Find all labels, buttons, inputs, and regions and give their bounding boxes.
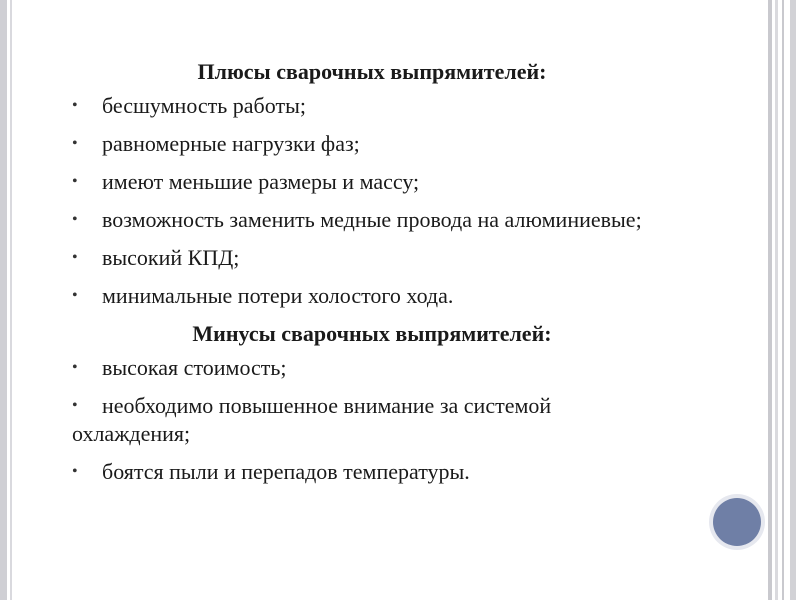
list-item-text: минимальные потери холостого хода. [102,283,454,308]
list-item [72,244,672,272]
list-item-text: высокий КПД; [102,245,240,270]
list-item [72,130,672,158]
list-item [72,282,672,310]
list-item-text: необходимо повышенное внимание за системой охлаждения; [72,393,552,446]
list-item [72,458,672,486]
list-item [72,168,672,196]
cons-list [72,354,672,486]
list-item-text: бесшумность работы; [102,93,306,118]
slide-content [72,58,672,496]
bullet-icon: • [72,359,78,376]
list-item [72,392,672,448]
bullet-icon: • [72,287,78,304]
list-item-text: возможность заменить медные провода на алюминиевые; [102,207,642,232]
list-item [72,92,672,120]
cons-heading: Минусы сварочных выпрямителей: [192,321,552,346]
list-item-text: имеют меньшие размеры и массу; [102,169,420,194]
frame-line-right-1 [768,0,772,600]
list-item-text: равномерные нагрузки фаз; [102,131,360,156]
list-item-text: высокая стоимость; [102,355,287,380]
bullet-icon: • [72,463,78,480]
frame-line-right-2 [775,0,778,600]
bullet-icon: • [72,397,78,414]
bullet-icon: • [72,135,78,152]
list-item [72,354,672,382]
frame-line-right-4 [790,0,796,600]
bullet-icon: • [72,97,78,114]
list-item-text: боятся пыли и перепадов температуры. [102,459,470,484]
bullet-icon: • [72,173,78,190]
pros-heading: Плюсы сварочных выпрямителей: [197,59,547,84]
bullet-icon: • [72,249,78,266]
decorative-circle-icon [713,498,761,546]
frame-line-right-3 [782,0,784,600]
bullet-icon: • [72,211,78,228]
frame-line-left [0,0,7,600]
list-item [72,206,672,234]
frame-line-left-inner [10,0,12,600]
pros-list [72,92,672,310]
